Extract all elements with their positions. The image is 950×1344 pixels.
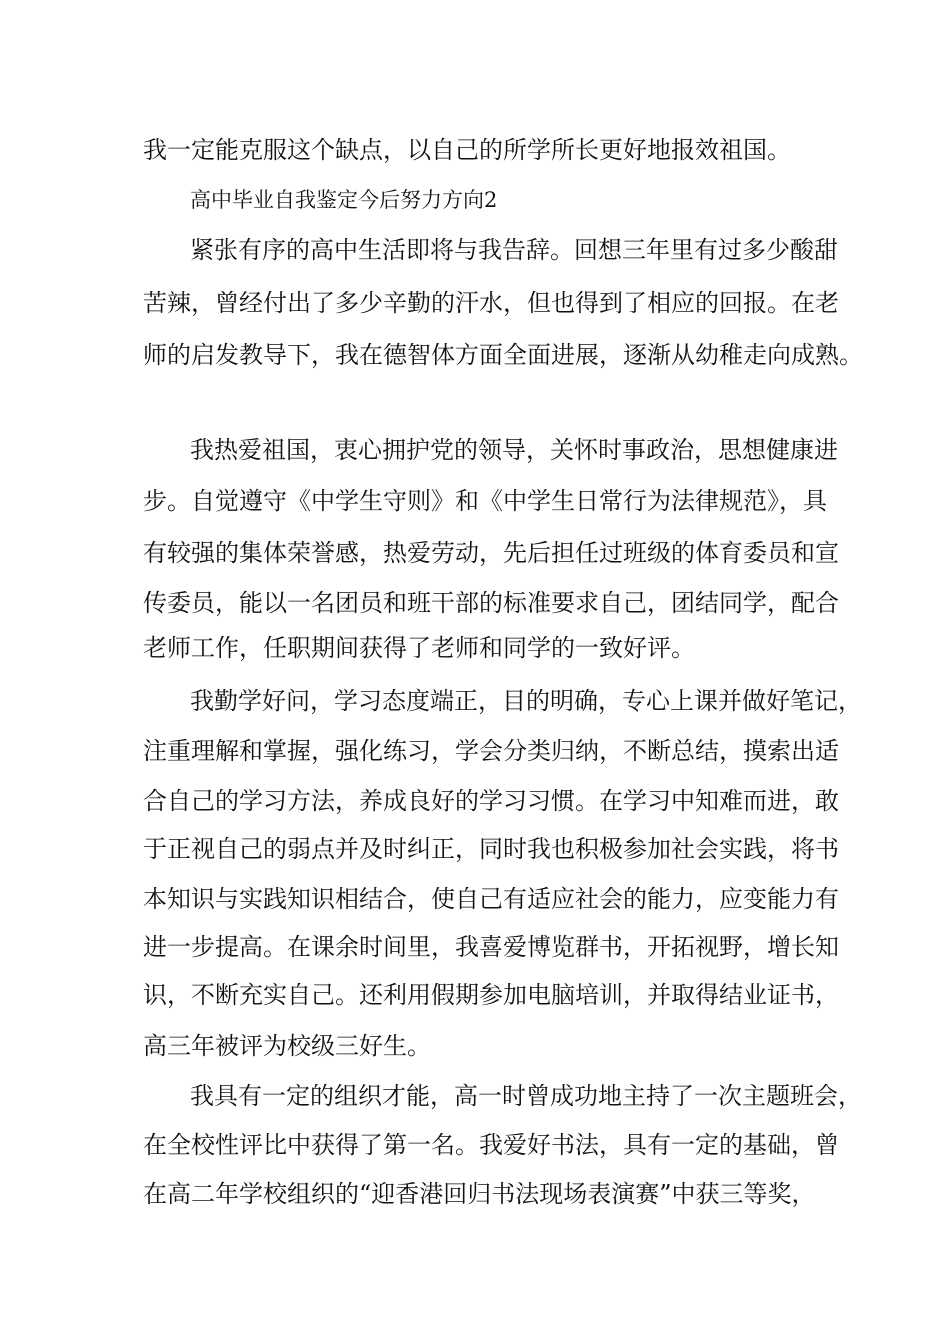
- text-line: 在全校性评比中获得了第一名。我爱好书法，具有一定的基础，曾: [143, 1131, 839, 1159]
- text-line: 合自己的学习方法，养成良好的学习习惯。在学习中知难而进，敢: [143, 787, 839, 815]
- text-line: 步。自觉遵守《中学生守则》和《中学生日常行为法律规范》，具: [143, 487, 827, 515]
- text-line: 苦辣，曾经付出了多少辛勤的汗水，但也得到了相应的回报。在老: [143, 289, 839, 317]
- text-line: 在高二年学校组织的“迎香港回归书法现场表演赛”中获三等奖，: [143, 1180, 816, 1208]
- text-line: 注重理解和掌握，强化练习，学会分类归纳，不断总结，摸索出适: [143, 737, 839, 765]
- text-line: 进一步提高。在课余时间里，我喜爱博览群书，开拓视野，增长知: [143, 933, 839, 961]
- text-line: 师的启发教导下，我在德智体方面全面进展，逐渐从幼稚走向成熟。: [143, 341, 863, 369]
- text-line: 识，不断充实自己。还利用假期参加电脑培训，并取得结业证书，: [143, 981, 839, 1009]
- text-line: 我热爱祖国，衷心拥护党的领导，关怀时事政治，思想健康进: [190, 436, 838, 464]
- text-line: 于正视自己的弱点并及时纠正，同时我也积极参加社会实践，将书: [143, 835, 839, 863]
- section-heading: 高中毕业自我鉴定今后努力方向2: [190, 188, 498, 212]
- text-line: 紧张有序的高中生活即将与我告辞。回想三年里有过多少酸甜: [190, 236, 838, 264]
- text-line: 老师工作，任职期间获得了老师和同学的一致好评。: [143, 634, 695, 662]
- text-line: 传委员，能以一名团员和班干部的标准要求自己，团结同学，配合: [143, 589, 839, 617]
- text-line: 有较强的集体荣誉感，热爱劳动，先后担任过班级的体育委员和宣: [143, 539, 839, 567]
- text-line: 高三年被评为校级三好生。: [143, 1032, 431, 1060]
- text-line: 本知识与实践知识相结合，使自己有适应社会的能力，应变能力有: [143, 885, 839, 913]
- text-line: 我勤学好问，学习态度端正，目的明确，专心上课并做好笔记，: [190, 687, 862, 715]
- text-line: 我具有一定的组织才能，高一时曾成功地主持了一次主题班会，: [190, 1082, 862, 1110]
- text-line: 我一定能克服这个缺点，以自己的所学所长更好地报效祖国。: [143, 136, 791, 164]
